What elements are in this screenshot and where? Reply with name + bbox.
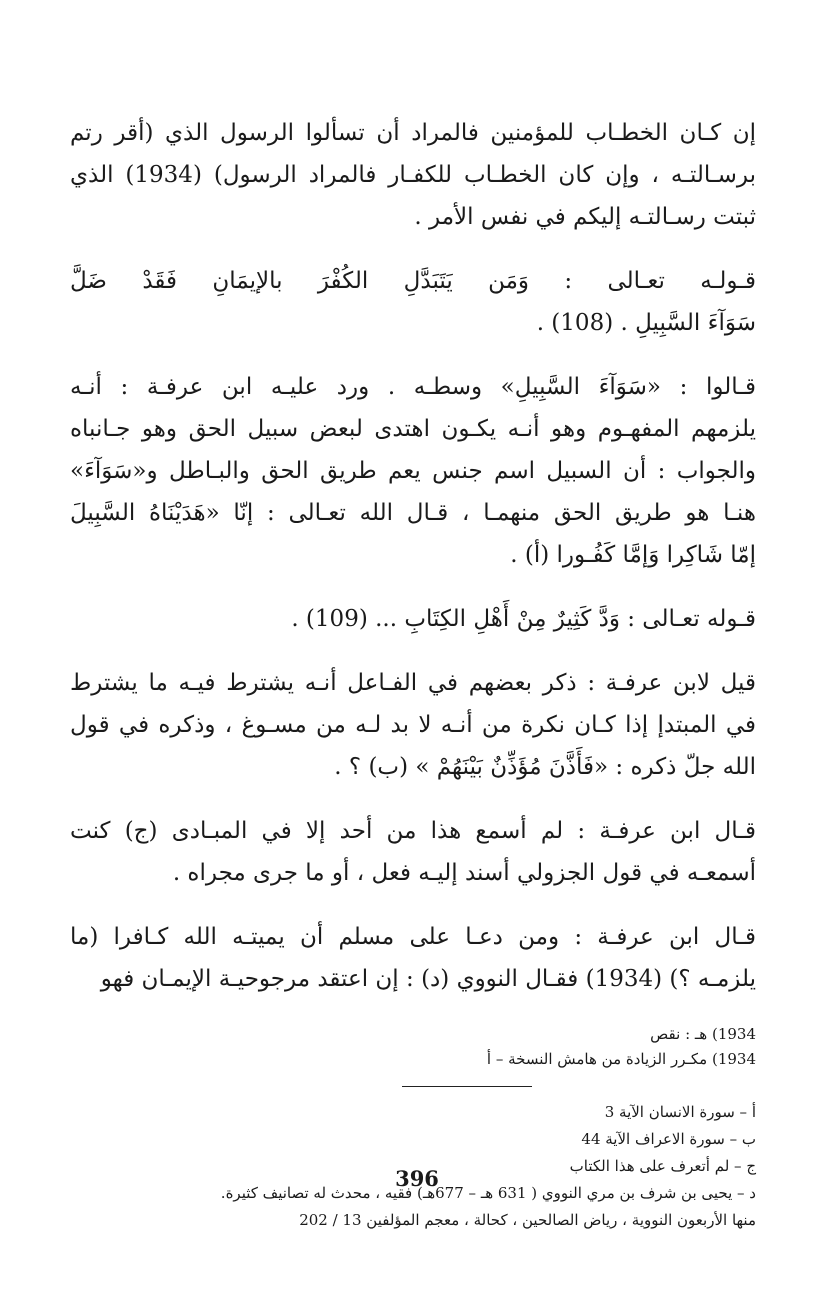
footnote: 1934) مكـرر الزيادة من هامش النسخة – أ <box>486 1050 756 1068</box>
text-line: يلزمهم المفهـوم وهو أنـه يكـون اهتدى لبعض سبيل الحق وهو جـانباه <box>70 416 756 442</box>
paragraph <box>70 810 756 894</box>
reference-note: ج – لم أتعرف على هذا الكتاب <box>569 1157 756 1175</box>
text-line: قـال ابن عرفـة : ومن دعـا على مسلم أن يميتـه الله كـافرا (ما <box>70 924 756 950</box>
text-line: الله جلّ ذكره : «فَأَذَّنَ مُؤَذِّنٌ بَيْنَهُمْ » (ب) ؟ . <box>334 754 756 780</box>
reference-note: منها الأربعون النووية ، رياض الصالحين ، كحالة ، معجم المؤلفين 13 / 202 <box>299 1211 756 1229</box>
page-body <box>70 112 756 1234</box>
text-line: أسمعـه في قول الجزولي أسند إليـه فعل ، أو ما جرى مجراه . <box>172 860 756 886</box>
text-line: برسـالتـه ، وإن كان الخطـاب للكفـار فالمراد الرسول) (1934) الذي <box>70 162 757 188</box>
reference-note: أ – سورة الانسان الآية 3 <box>604 1103 756 1121</box>
text-line: إن كـان الخطـاب للمؤمنين فالمراد أن تسألوا الرسول الذي (أقر رتم <box>70 120 756 146</box>
footnote-divider <box>402 1086 532 1087</box>
text-line: قيل لابن عرفـة : ذكر بعضهم في الفـاعل أنـه يشترط فيـه ما يشترط <box>70 670 756 696</box>
text-line: في المبتدإ إذا كـان نكرة من أنـه لا بد لـه من مسـوغ ، وذكره في قول <box>70 712 756 738</box>
footnote: 1934) هـ : نقص <box>650 1025 756 1043</box>
paragraph <box>70 260 756 344</box>
paragraph <box>70 366 756 576</box>
reference-note: د – يحيى بن شرف بن مري النووي ( 631 هـ – 677هـ) فقيه ، محدث له تصانيف كثيرة. <box>220 1184 756 1202</box>
text-line: ثبتت رسـالتـه إليكم في نفس الأمر . <box>414 204 756 230</box>
text-line: قـوله تعـالى : وَدَّ كَثِيرٌ مِنْ أَهْلِ الكِتَابِ ... (109) . <box>291 606 756 632</box>
text-line: قـولـه تعـالى : وَمَن يَتَبَدَّلِ الكُفْرَ بالإيمَانِ فَقَدْ ضَلَّ <box>70 268 756 294</box>
page-number: 396 <box>395 1166 439 1191</box>
text-line: قـالوا : «سَوَآءَ السَّبِيلِ» وسطـه . ورد عليـه ابن عرفـة : أنـه <box>70 374 756 400</box>
text-line: يلزمـه ؟) (1934) فقـال النووي (د) : إن اعتقد مرجوحيـة الإيمـان فهو <box>100 966 756 992</box>
main-text <box>70 112 756 1000</box>
paragraph <box>70 112 756 238</box>
text-line: إمّا شَاكِرا وَإمَّا كَفُـورا (أ) . <box>510 542 756 568</box>
paragraph <box>70 598 756 640</box>
reference-note: ب – سورة الاعراف الآية 44 <box>581 1130 756 1148</box>
paragraph <box>70 662 756 788</box>
text-line: والجواب : أن السبيل اسم جنس يعم طريق الحق والبـاطل و«سَوَآءَ» <box>70 458 756 484</box>
text-line: قـال ابن عرفـة : لم أسمع هذا من أحد إلا في المبـادى (ج) كنت <box>70 818 756 844</box>
footnotes <box>70 1022 756 1072</box>
text-line: هنـا هو طريق الحق منهمـا ، قـال الله تعـالى : إنّا «هَدَيْنَاهُ السَّبِيلَ <box>70 500 756 526</box>
paragraph <box>70 916 756 1000</box>
text-line: سَوَآءَ السَّبِيلِ . (108) . <box>536 310 756 336</box>
